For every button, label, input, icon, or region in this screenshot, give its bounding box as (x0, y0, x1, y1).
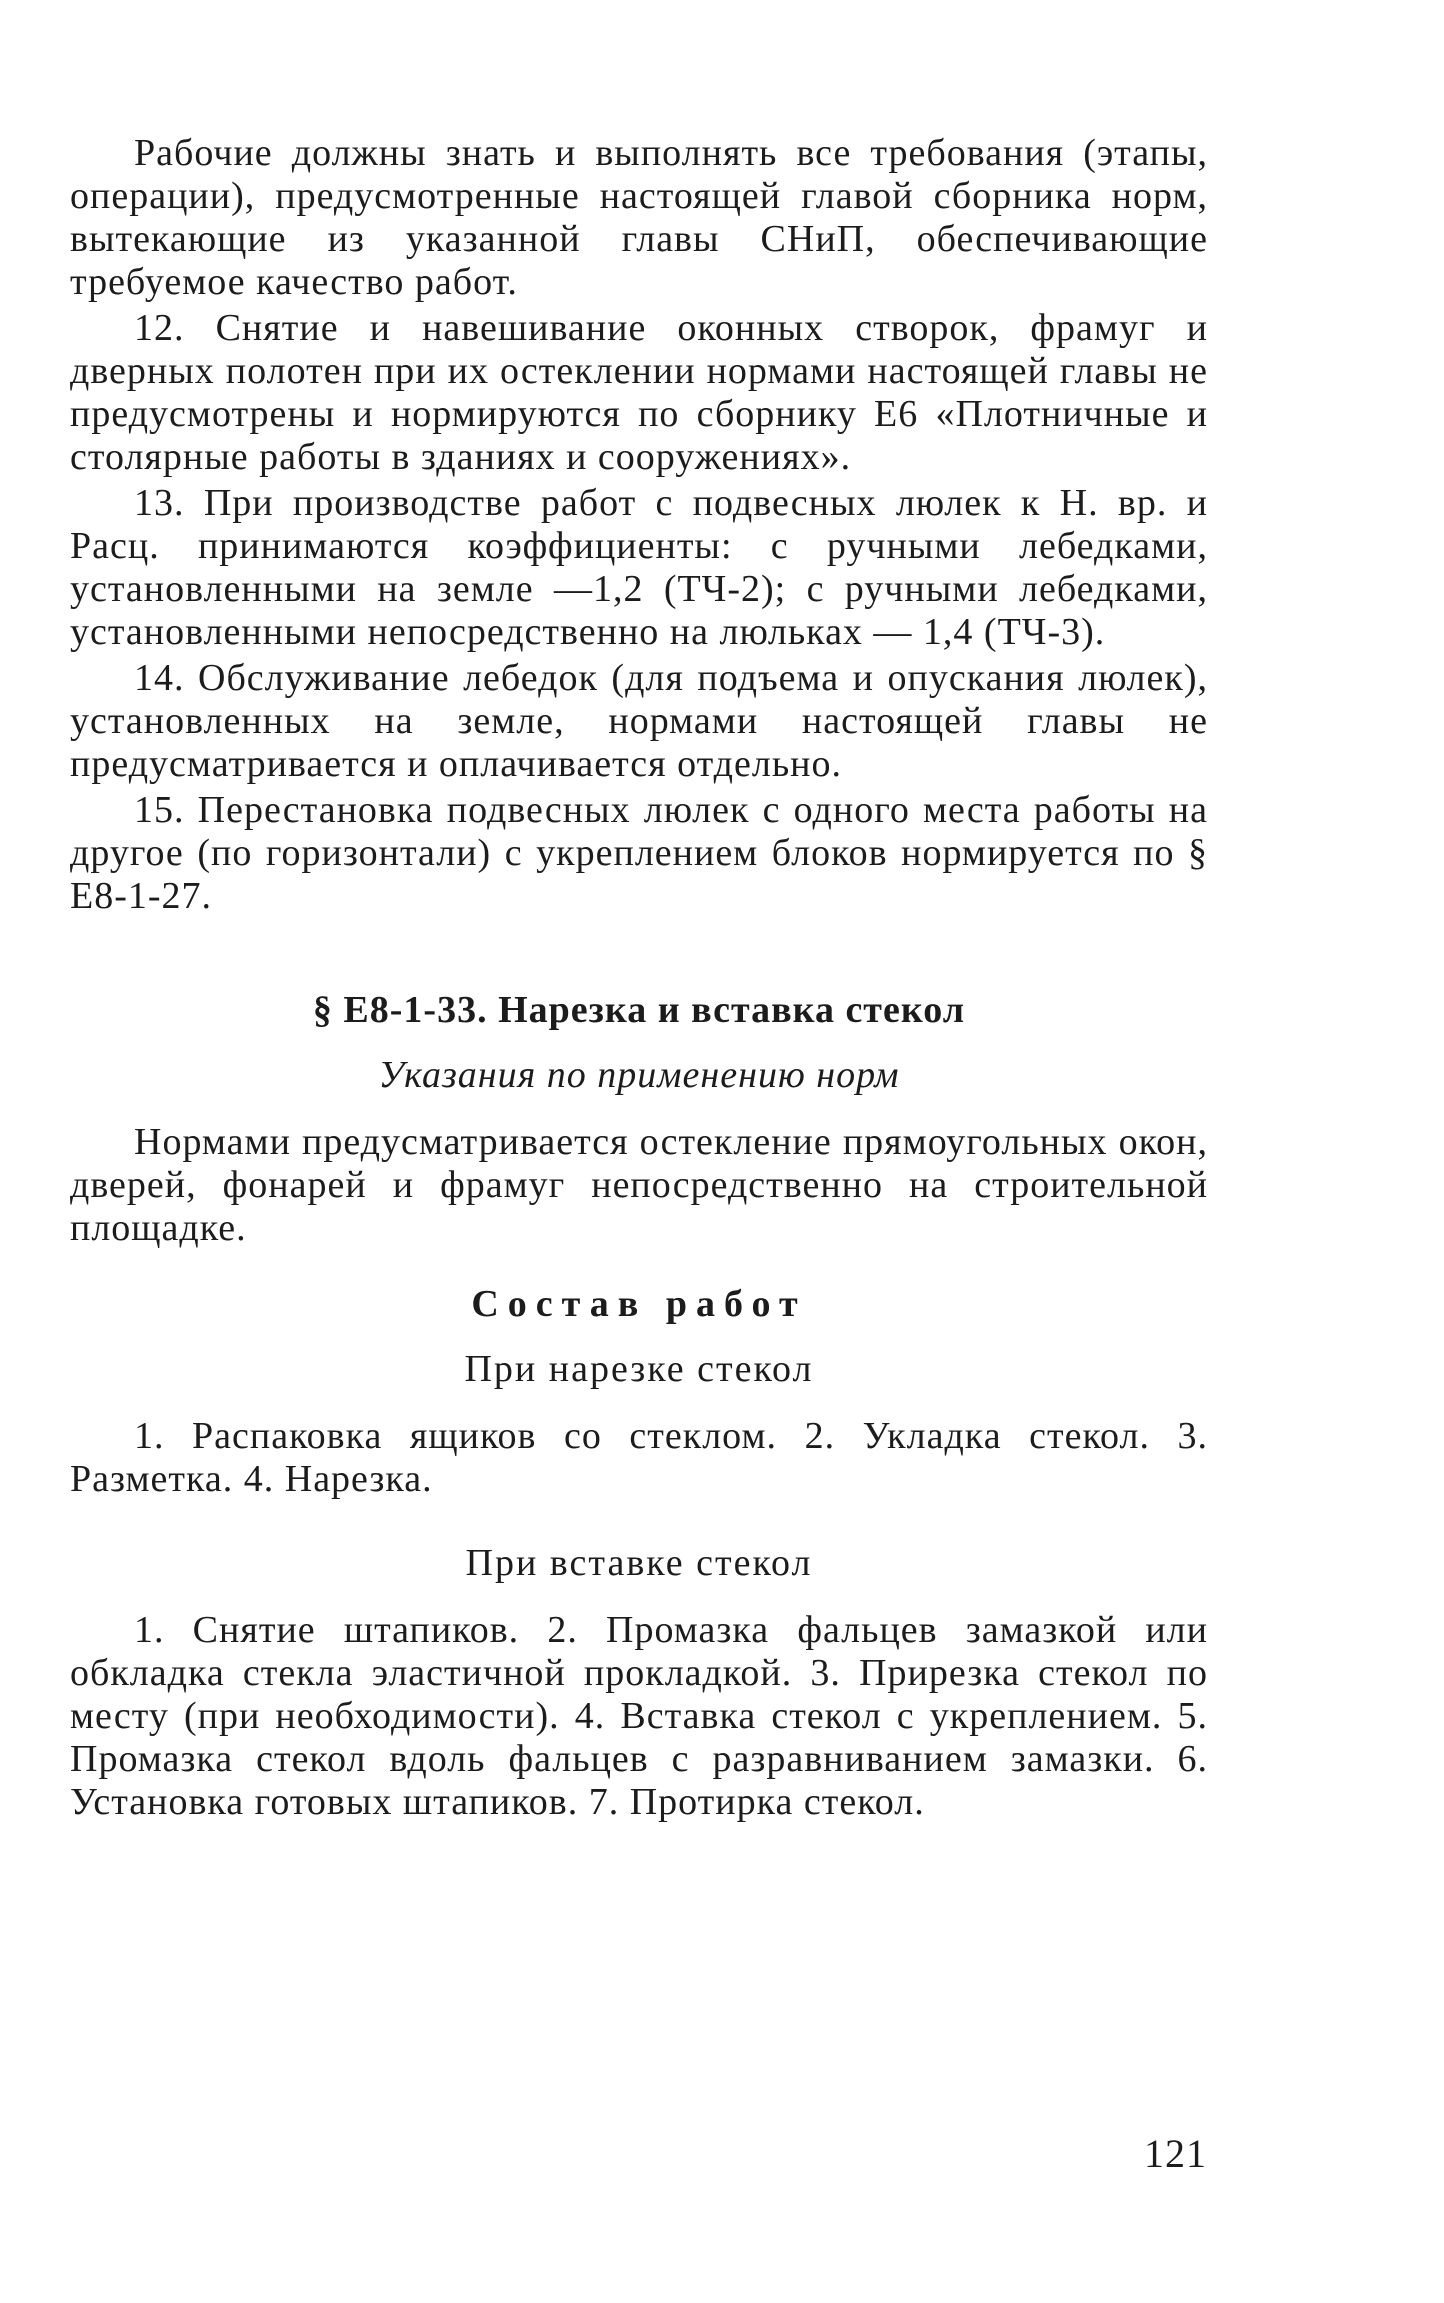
paragraph-15: 15. Перестановка подвесных люлек с одного места работы на другое (по горизонтали) с укреплением блоков нормируется по § Е8-1-27. (70, 789, 1208, 917)
document-page (70, 132, 1208, 1827)
spacer (70, 1504, 1208, 1542)
section-intro: Нормами предусматривается остекление прямоугольных окон, дверей, фонарей и фрамуг непосредственно на строительной площадке. (70, 1121, 1208, 1249)
section-title: § Е8-1-33. Нарезка и вставка стекол (312, 989, 966, 1031)
paragraph-14: 14. Обслуживание лебедок (для подъема и опускания люлек), установленных на земле, нормами настоящей главы не предусматривается и оплачивается отдельно. (70, 657, 1208, 785)
spacer (70, 1585, 1208, 1609)
paragraph-12: 12. Снятие и навешивание оконных створок, фрамуг и дверных полотен при их остеклении нормами настоящей главы не предусмотрены и нормируются по сборнику Е6 «Плотничные и столярные работы в зданиях и сооружениях». (70, 307, 1208, 478)
paragraph-13: 13. При производстве работ с подвесных люлек к Н. вр. и Расц. принимаются коэффициенты: с ручными лебедками, установленными на земле —1,2 (ТЧ-2); с ручными лебедками, установленными непосредственно на люльках — 1,4 (ТЧ-3). (70, 482, 1208, 653)
section-subtitle: Указания по применению норм (378, 1054, 900, 1096)
cutting-steps: 1. Распаковка ящиков со стеклом. 2. Укладка стекол. 3. Разметка. 4. Нарезка. (70, 1415, 1208, 1500)
inserting-heading: При вставке стекол (465, 1542, 813, 1584)
work-composition-heading: Состав работ (471, 1283, 807, 1325)
page-number: 121 (1144, 2131, 1207, 2176)
spacer (70, 921, 1208, 989)
spacer (70, 1326, 1208, 1348)
spacer (70, 1032, 1208, 1054)
spacer (70, 1097, 1208, 1121)
inserting-steps: 1. Снятие штапиков. 2. Промазка фальцев замазкой или обкладка стекла эластичной прокладкой. 3. Прирезка стекол по месту (при необходимости). 4. Вставка стекол с укреплением. 5. Промазка стекол вдоль фальцев с разравниванием замазки. 6. Установка готовых штапиков. 7. Протирка стекол. (70, 1609, 1208, 1823)
spacer (70, 1253, 1208, 1283)
spacer (70, 1391, 1208, 1415)
cutting-heading: При нарезке стекол (464, 1348, 814, 1390)
paragraph-requirements: Рабочие должны знать и выполнять все требования (этапы, операции), предусмотренные настоящей главой сборника норм, вытекающие из указанной главы СНиП, обеспечивающие требуемое качество работ. (70, 132, 1208, 303)
